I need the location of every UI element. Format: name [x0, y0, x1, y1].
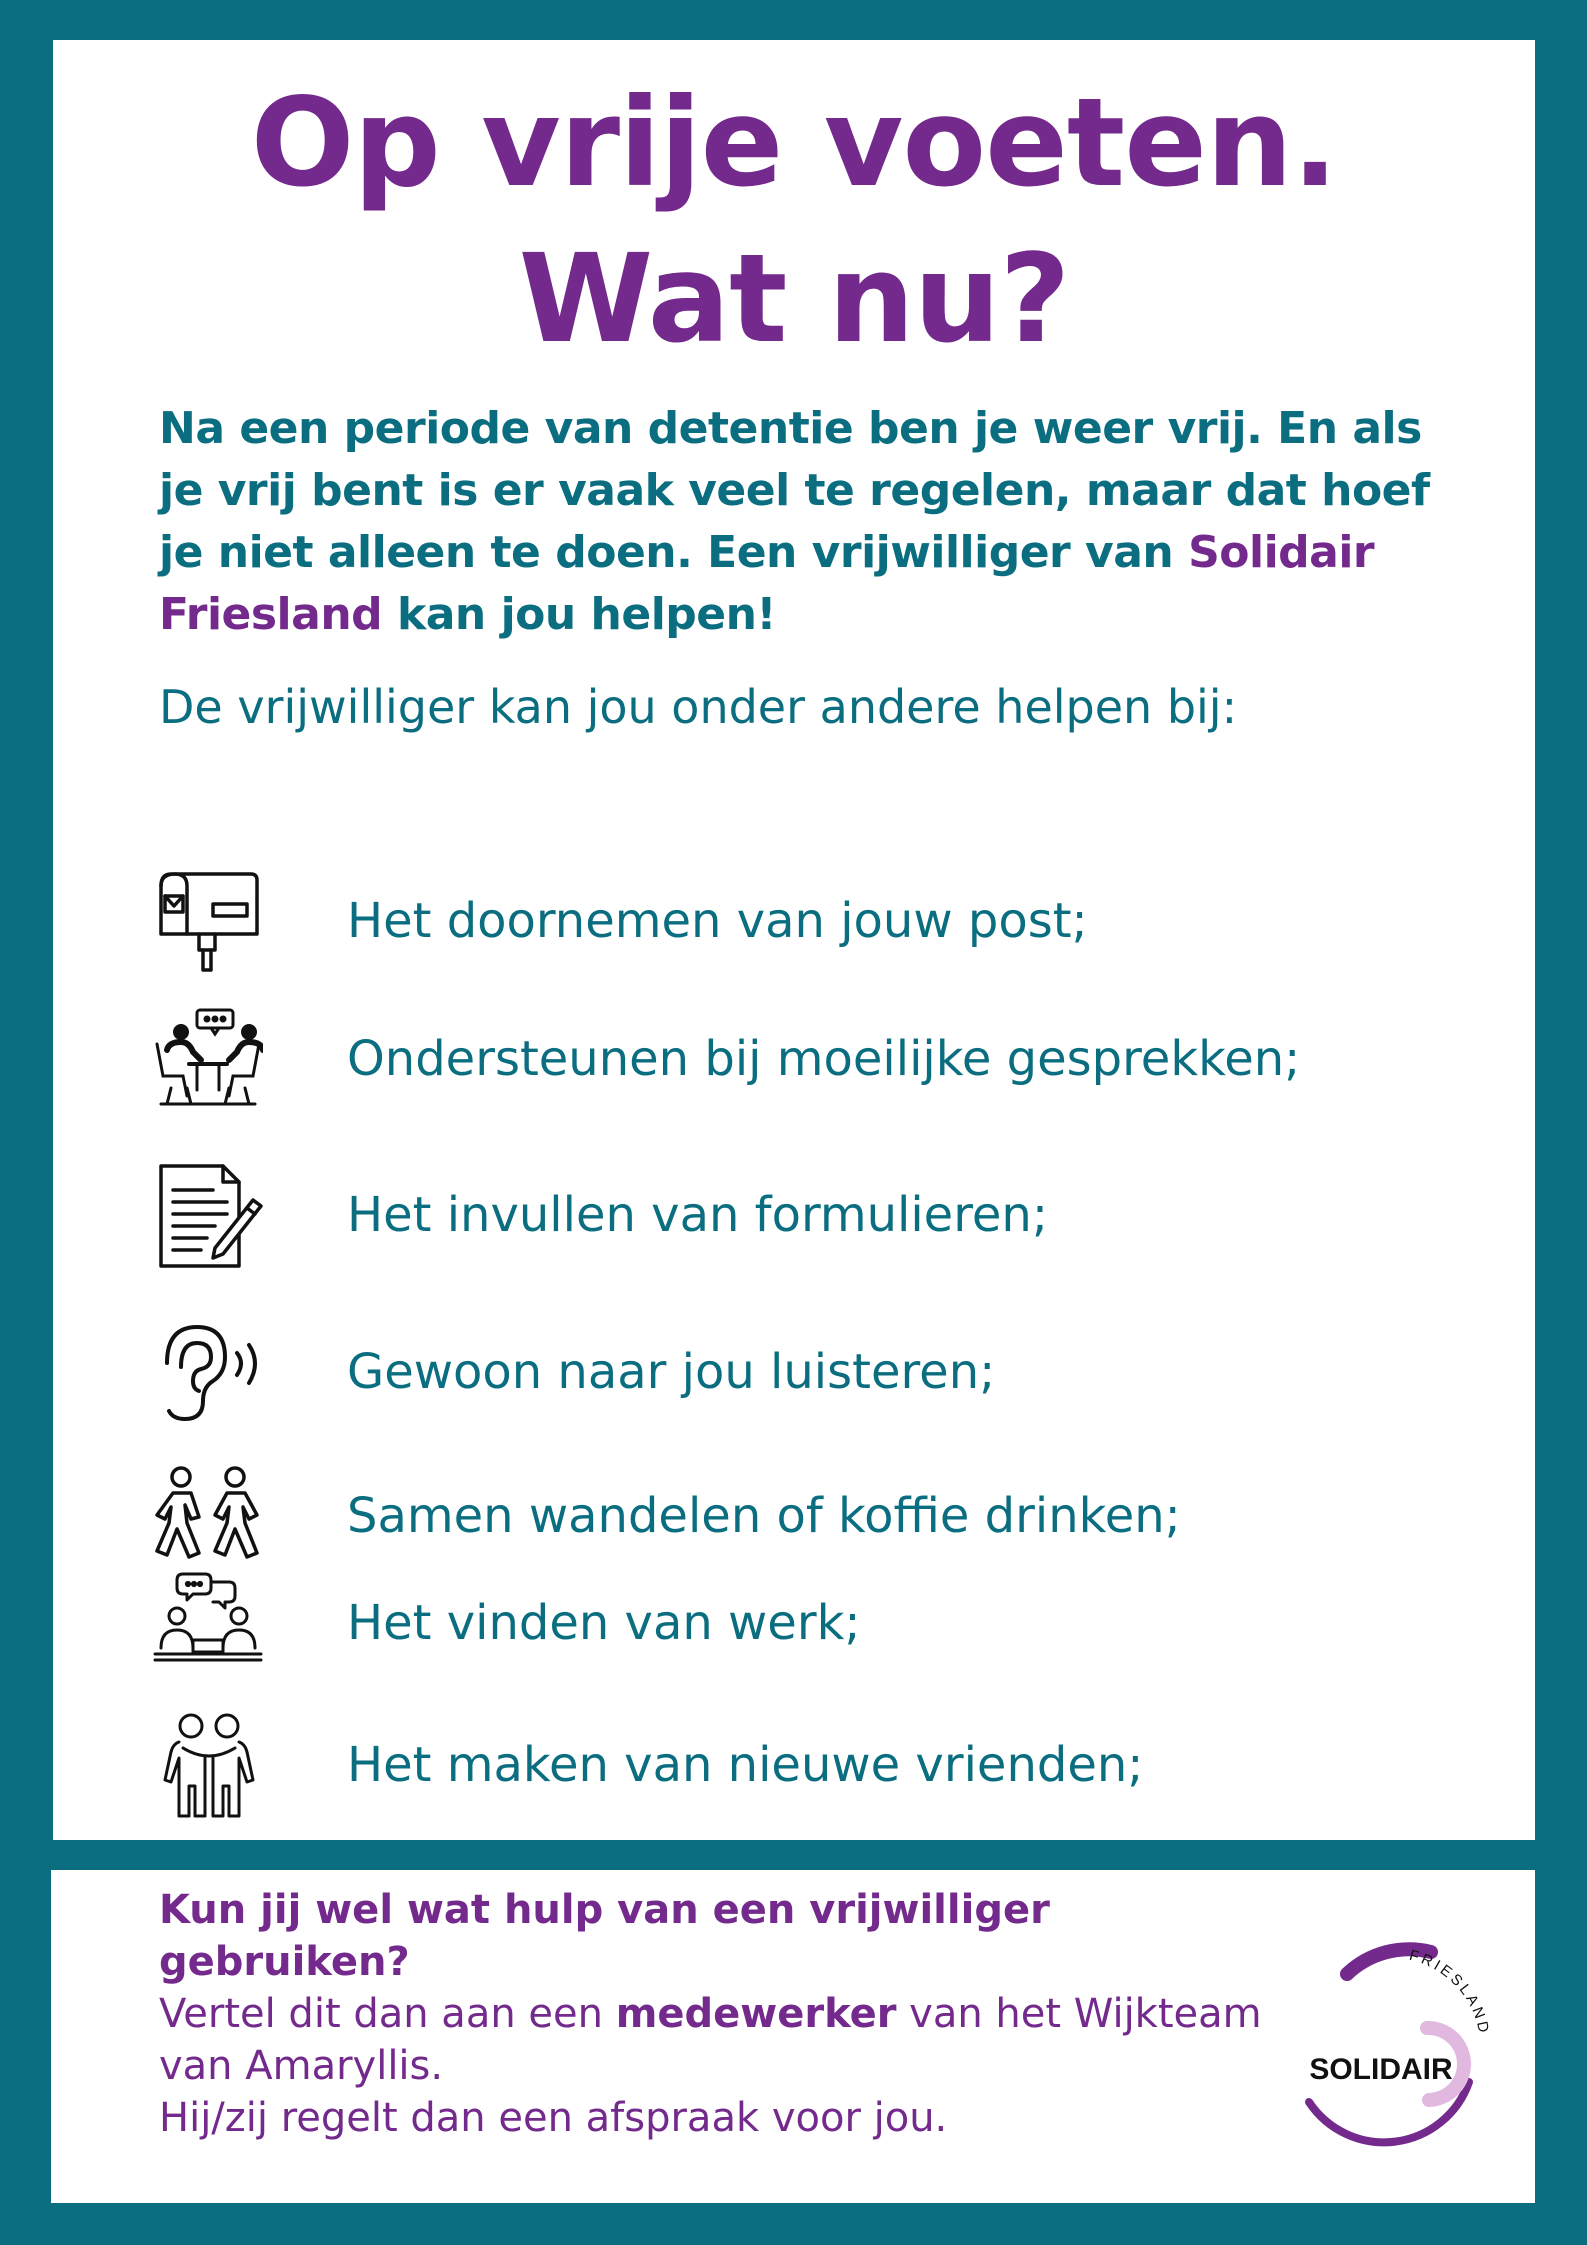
- help-item-work: [153, 1568, 1453, 1678]
- svg-text:FRIESLAND: [1407, 1947, 1492, 2037]
- work-meeting-icon: [153, 1568, 263, 1678]
- page-title-line-2: Wat nu?: [518, 228, 1070, 370]
- help-item-friends: [153, 1710, 1453, 1820]
- intro-paragraph: [159, 398, 1459, 646]
- help-item-listening: [153, 1317, 1453, 1427]
- cta-line2-pre: Vertel dit dan aan een: [159, 1991, 616, 2037]
- intro-tail: kan jou helpen!: [382, 589, 776, 640]
- top-panel: [53, 40, 1535, 1840]
- solidair-friesland-logo: [1271, 1932, 1531, 2162]
- help-item-label: Het vinden van werk;: [347, 1595, 861, 1651]
- cta-line2-post: van het Wijkteam van Amaryllis.: [159, 1991, 1262, 2089]
- help-item-label: Gewoon naar jou luisteren;: [347, 1344, 996, 1400]
- logo-region: FRIESLAND: [1407, 1946, 1493, 2037]
- help-item-label: Het invullen van formulieren;: [347, 1187, 1049, 1243]
- page-title-line-1: Op vrije voeten.: [250, 72, 1338, 214]
- help-item-walking: [153, 1461, 1453, 1571]
- organisation-name: Solidair Friesland: [159, 527, 1375, 640]
- form-icon: [153, 1160, 263, 1270]
- ear-icon: [153, 1317, 263, 1427]
- cta-emphasis: medewerker: [615, 1991, 897, 2037]
- help-item-forms: [153, 1160, 1453, 1270]
- cta-line3: Hij/zij regelt dan een afspraak voor jou.: [159, 2095, 948, 2141]
- intro-text: Na een periode van detentie ben je weer vrij. En als je vrij bent is er vaak veel te regelen, maar dat hoef je niet alleen te doen. Een vrijwilliger van: [159, 403, 1430, 578]
- conversation-icon: [153, 1004, 263, 1114]
- help-item-label: Ondersteunen bij moeilijke gesprekken;: [347, 1031, 1301, 1087]
- call-to-action: [159, 1884, 1309, 2144]
- help-item-conversations: [153, 1004, 1453, 1114]
- help-item-label: Het maken van nieuwe vrienden;: [347, 1737, 1144, 1793]
- mailbox-icon: [153, 866, 263, 976]
- logo-wordmark: SOLIDAIR: [1309, 2053, 1453, 2086]
- help-item-label: Het doornemen van jouw post;: [347, 893, 1088, 949]
- cta-question: Kun jij wel wat hulp van een vrijwilliger gebruiken?: [159, 1887, 1050, 1985]
- help-lead: De vrijwilliger kan jou onder andere helpen bij:: [159, 680, 1238, 734]
- walking-people-icon: [153, 1461, 263, 1571]
- help-item-post: [153, 866, 1453, 976]
- bottom-panel: [51, 1870, 1535, 2203]
- help-item-label: Samen wandelen of koffie drinken;: [347, 1488, 1181, 1544]
- friends-icon: [153, 1710, 263, 1820]
